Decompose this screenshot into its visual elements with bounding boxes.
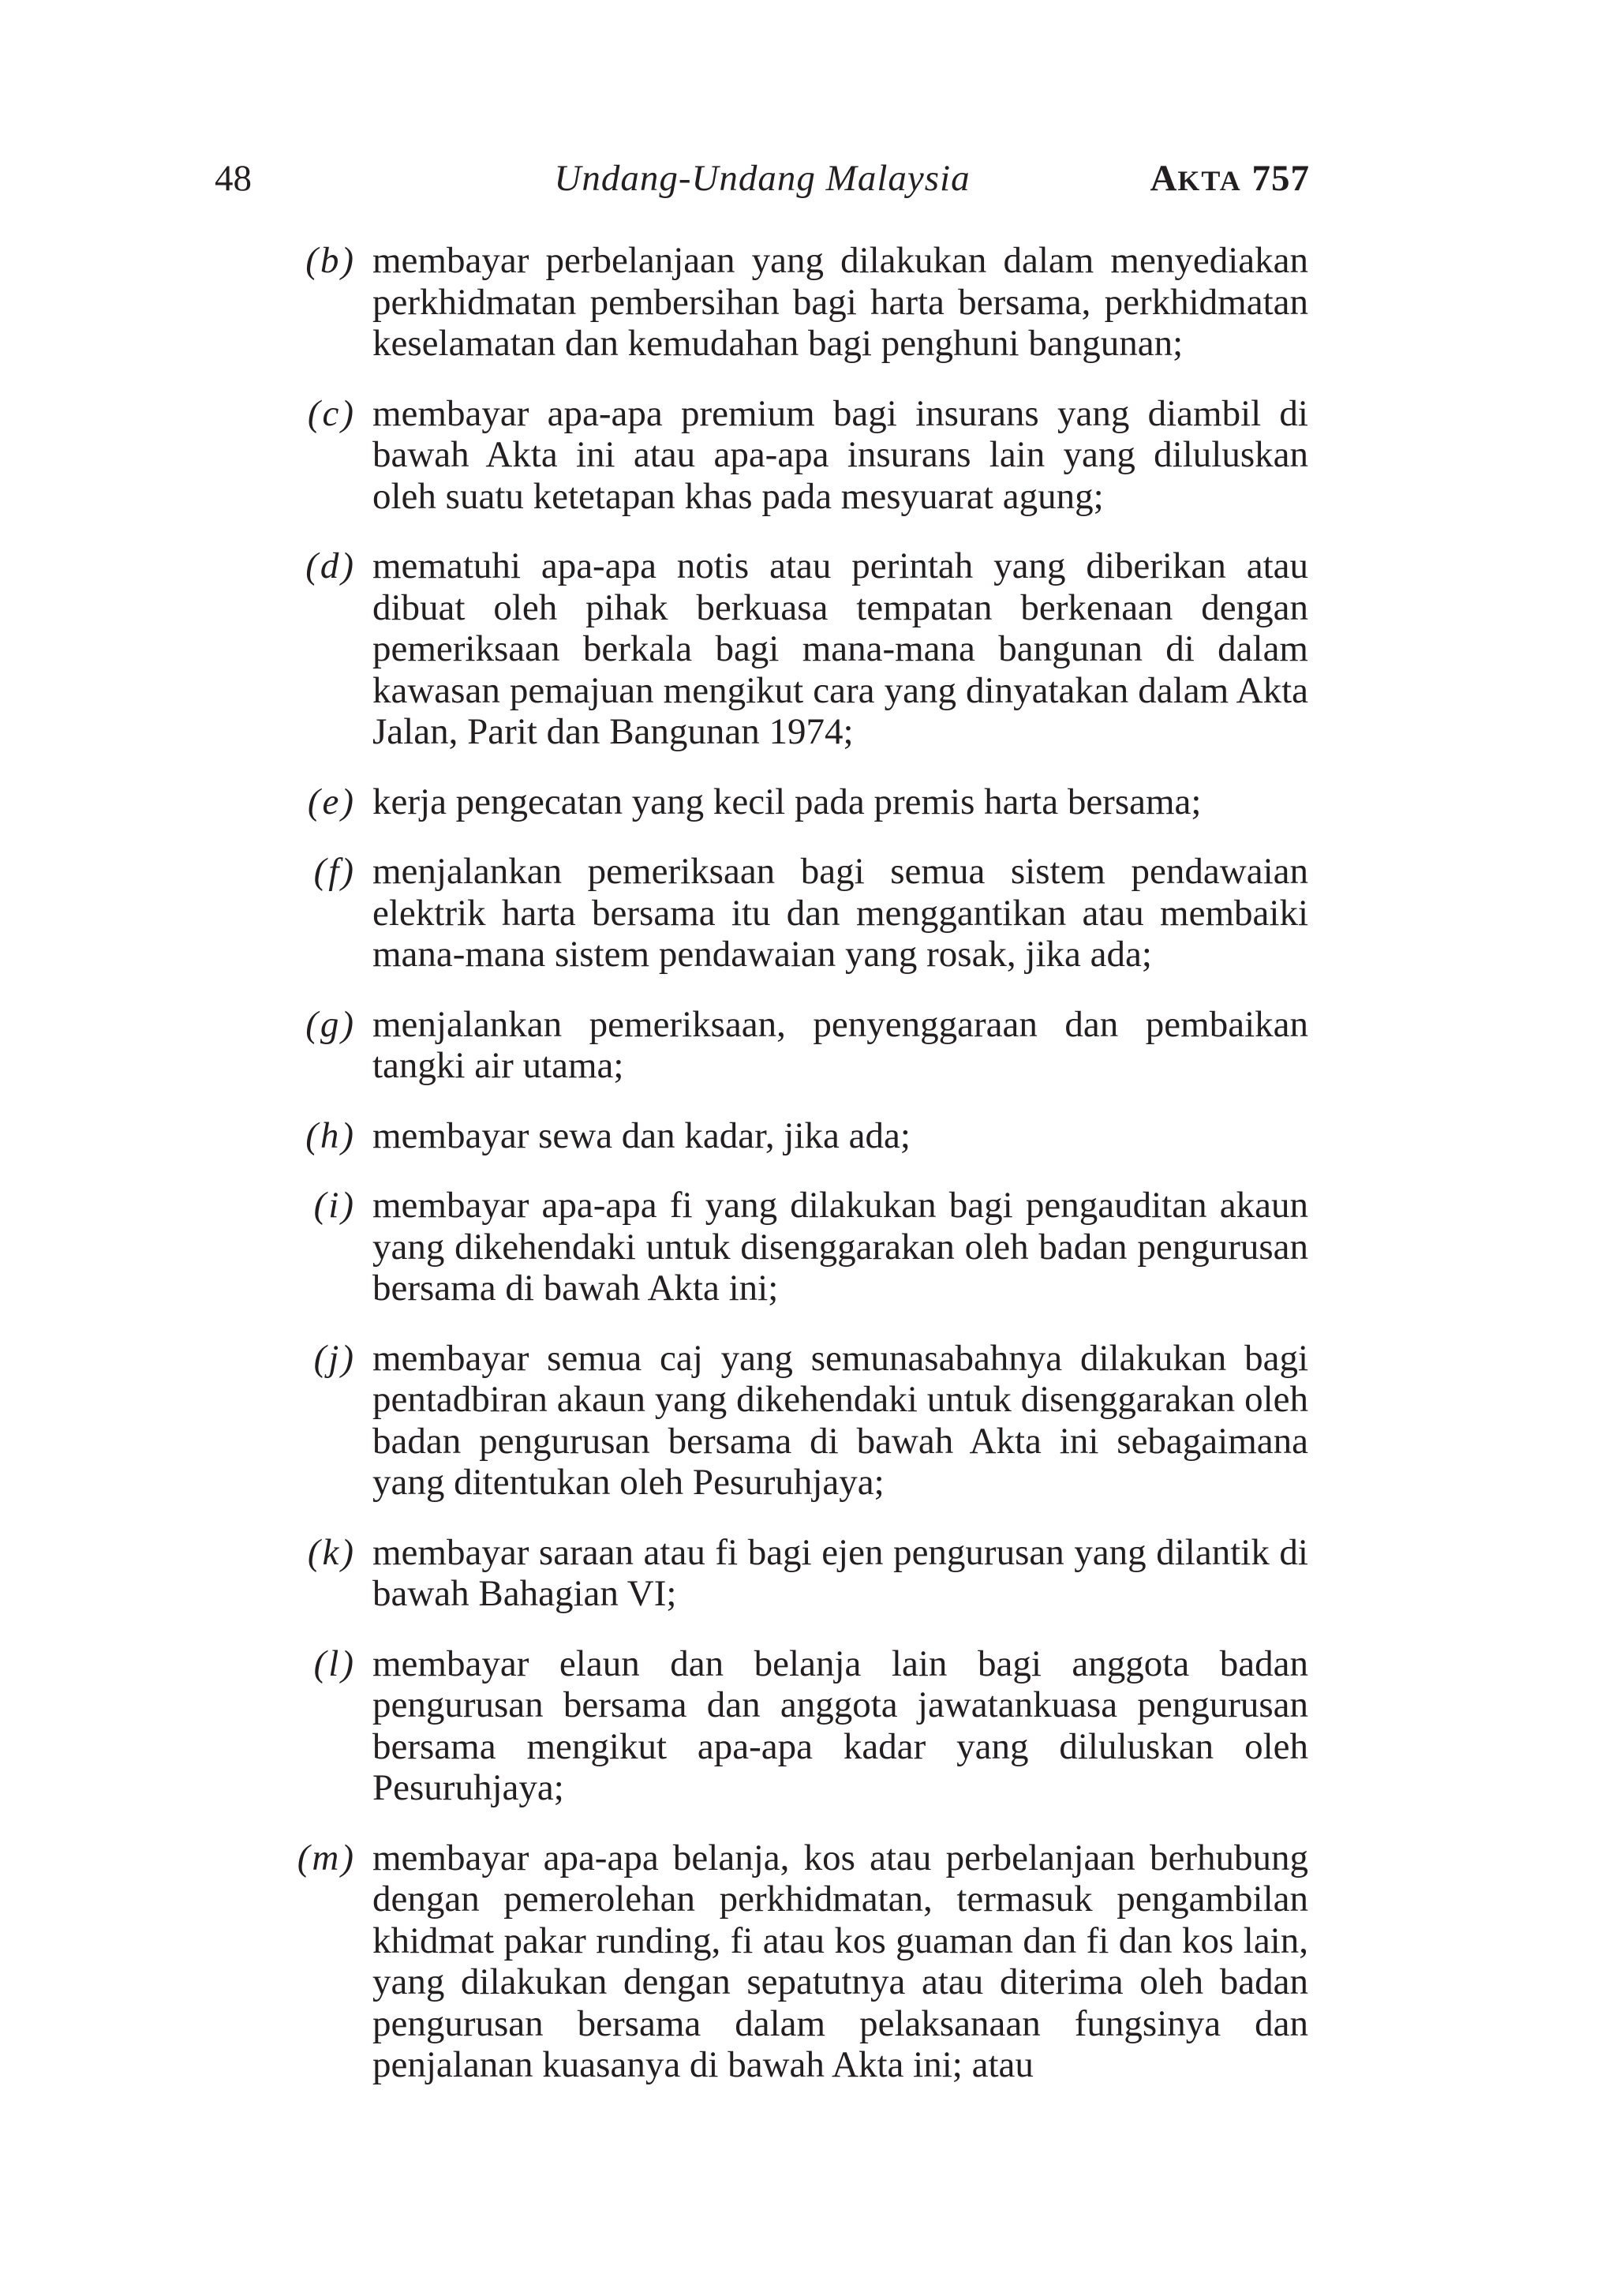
item-text: membayar perbelanjaan yang dilakukan dalam menyediakan perkhidmatan pembersihan bagi harta bersama, perkhidmatan keselamatan dan kemudahan bagi penghuni bangunan; bbox=[372, 240, 1308, 364]
item-label: (i) bbox=[313, 1185, 356, 1226]
item-text: membayar apa-apa fi yang dilakukan bagi pengauditan akaun yang dikehendaki untuk disenggarakan oleh badan pengurusan bersama di bawah Akta ini; bbox=[372, 1185, 1308, 1309]
item-text: membayar elaun dan belanja lain bagi anggota badan pengurusan bersama dan anggota jawatankuasa pengurusan bersama mengikut apa-apa kadar yang diluluskan oleh Pesuruhjaya; bbox=[372, 1642, 1308, 1808]
item-text: mematuhi apa-apa notis atau perintah yang diberikan atau dibuat oleh pihak berkuasa tempatan berkenaan dengan pemeriksaan berkala bagi mana-mana bangunan di dalam kawasan pemajuan mengikut cara yang dinyatakan dalam Akta Jalan, Parit dan Bangunan 1974; bbox=[372, 545, 1308, 752]
list-item-f bbox=[0, 851, 1616, 976]
list-item-b bbox=[0, 240, 1616, 365]
page-header bbox=[215, 155, 1310, 202]
act-word-rest: KTA bbox=[1177, 165, 1242, 197]
item-label: (e) bbox=[307, 781, 356, 822]
item-label: (f) bbox=[313, 851, 356, 892]
list-item-i bbox=[0, 1185, 1616, 1309]
item-label: (m) bbox=[297, 1837, 356, 1878]
item-text: membayar apa-apa premium bagi insurans yang diambil di bawah Akta ini atau apa-apa insurans lain yang diluluskan oleh suatu ketetapan khas pada mesyuarat agung; bbox=[372, 392, 1308, 517]
act-word-initial: A bbox=[1150, 158, 1178, 199]
list-item-m bbox=[0, 1837, 1616, 2086]
item-text: membayar saraan atau fi bagi ejen pengurusan yang dilantik di bawah Bahagian VI; bbox=[372, 1531, 1308, 1614]
item-text: membayar semua caj yang semunasabahnya dilakukan bagi pentadbiran akaun yang dikehendaki untuk disenggarakan oleh badan pengurusan bersama di bawah Akta ini sebagaimana yang ditentukan oleh Pesuruhjaya; bbox=[372, 1337, 1308, 1503]
act-reference bbox=[1150, 155, 1310, 204]
list-item-e bbox=[0, 781, 1616, 823]
item-text: kerja pengecatan yang kecil pada premis harta bersama; bbox=[372, 781, 1202, 822]
list-item-l bbox=[0, 1643, 1616, 1809]
list-item-c bbox=[0, 393, 1616, 518]
item-label: (c) bbox=[307, 392, 356, 434]
item-text: menjalankan pemeriksaan, penyenggaraan dan pembaikan tangki air utama; bbox=[372, 1003, 1308, 1086]
act-number: 757 bbox=[1251, 158, 1310, 199]
running-title: Undang-Undang Malaysia bbox=[554, 158, 971, 199]
item-text: membayar apa-apa belanja, kos atau perbelanjaan berhubung dengan pemerolehan perkhidmatan, termasuk pengambilan khidmat pakar runding, fi atau kos guaman dan fi dan kos lain, yang dilakukan dengan sepatutnya atau diterima oleh badan pengurusan bersama dalam pelaksanaan fungsinya dan penjalanan kuasanya di bawah Akta ini; atau bbox=[372, 1837, 1308, 2085]
item-label: (h) bbox=[305, 1114, 356, 1156]
list-item-d bbox=[0, 545, 1616, 753]
item-label: (j) bbox=[313, 1337, 356, 1379]
list-item-g bbox=[0, 1004, 1616, 1087]
item-text: menjalankan pemeriksaan bagi semua sistem pendawaian elektrik harta bersama itu dan menggantikan atau membaiki mana-mana sistem pendawaian yang rosak, jika ada; bbox=[372, 851, 1308, 975]
item-label: (l) bbox=[313, 1642, 356, 1684]
list-item-k bbox=[0, 1532, 1616, 1615]
item-label: (g) bbox=[305, 1003, 356, 1045]
list-item-h bbox=[0, 1115, 1616, 1157]
item-label: (b) bbox=[305, 240, 356, 281]
paragraph-list bbox=[0, 240, 1616, 2114]
page-number: 48 bbox=[215, 158, 252, 199]
item-text: membayar sewa dan kadar, jika ada; bbox=[372, 1114, 911, 1156]
list-item-j bbox=[0, 1338, 1616, 1504]
item-label: (d) bbox=[305, 545, 356, 586]
item-label: (k) bbox=[307, 1531, 356, 1573]
